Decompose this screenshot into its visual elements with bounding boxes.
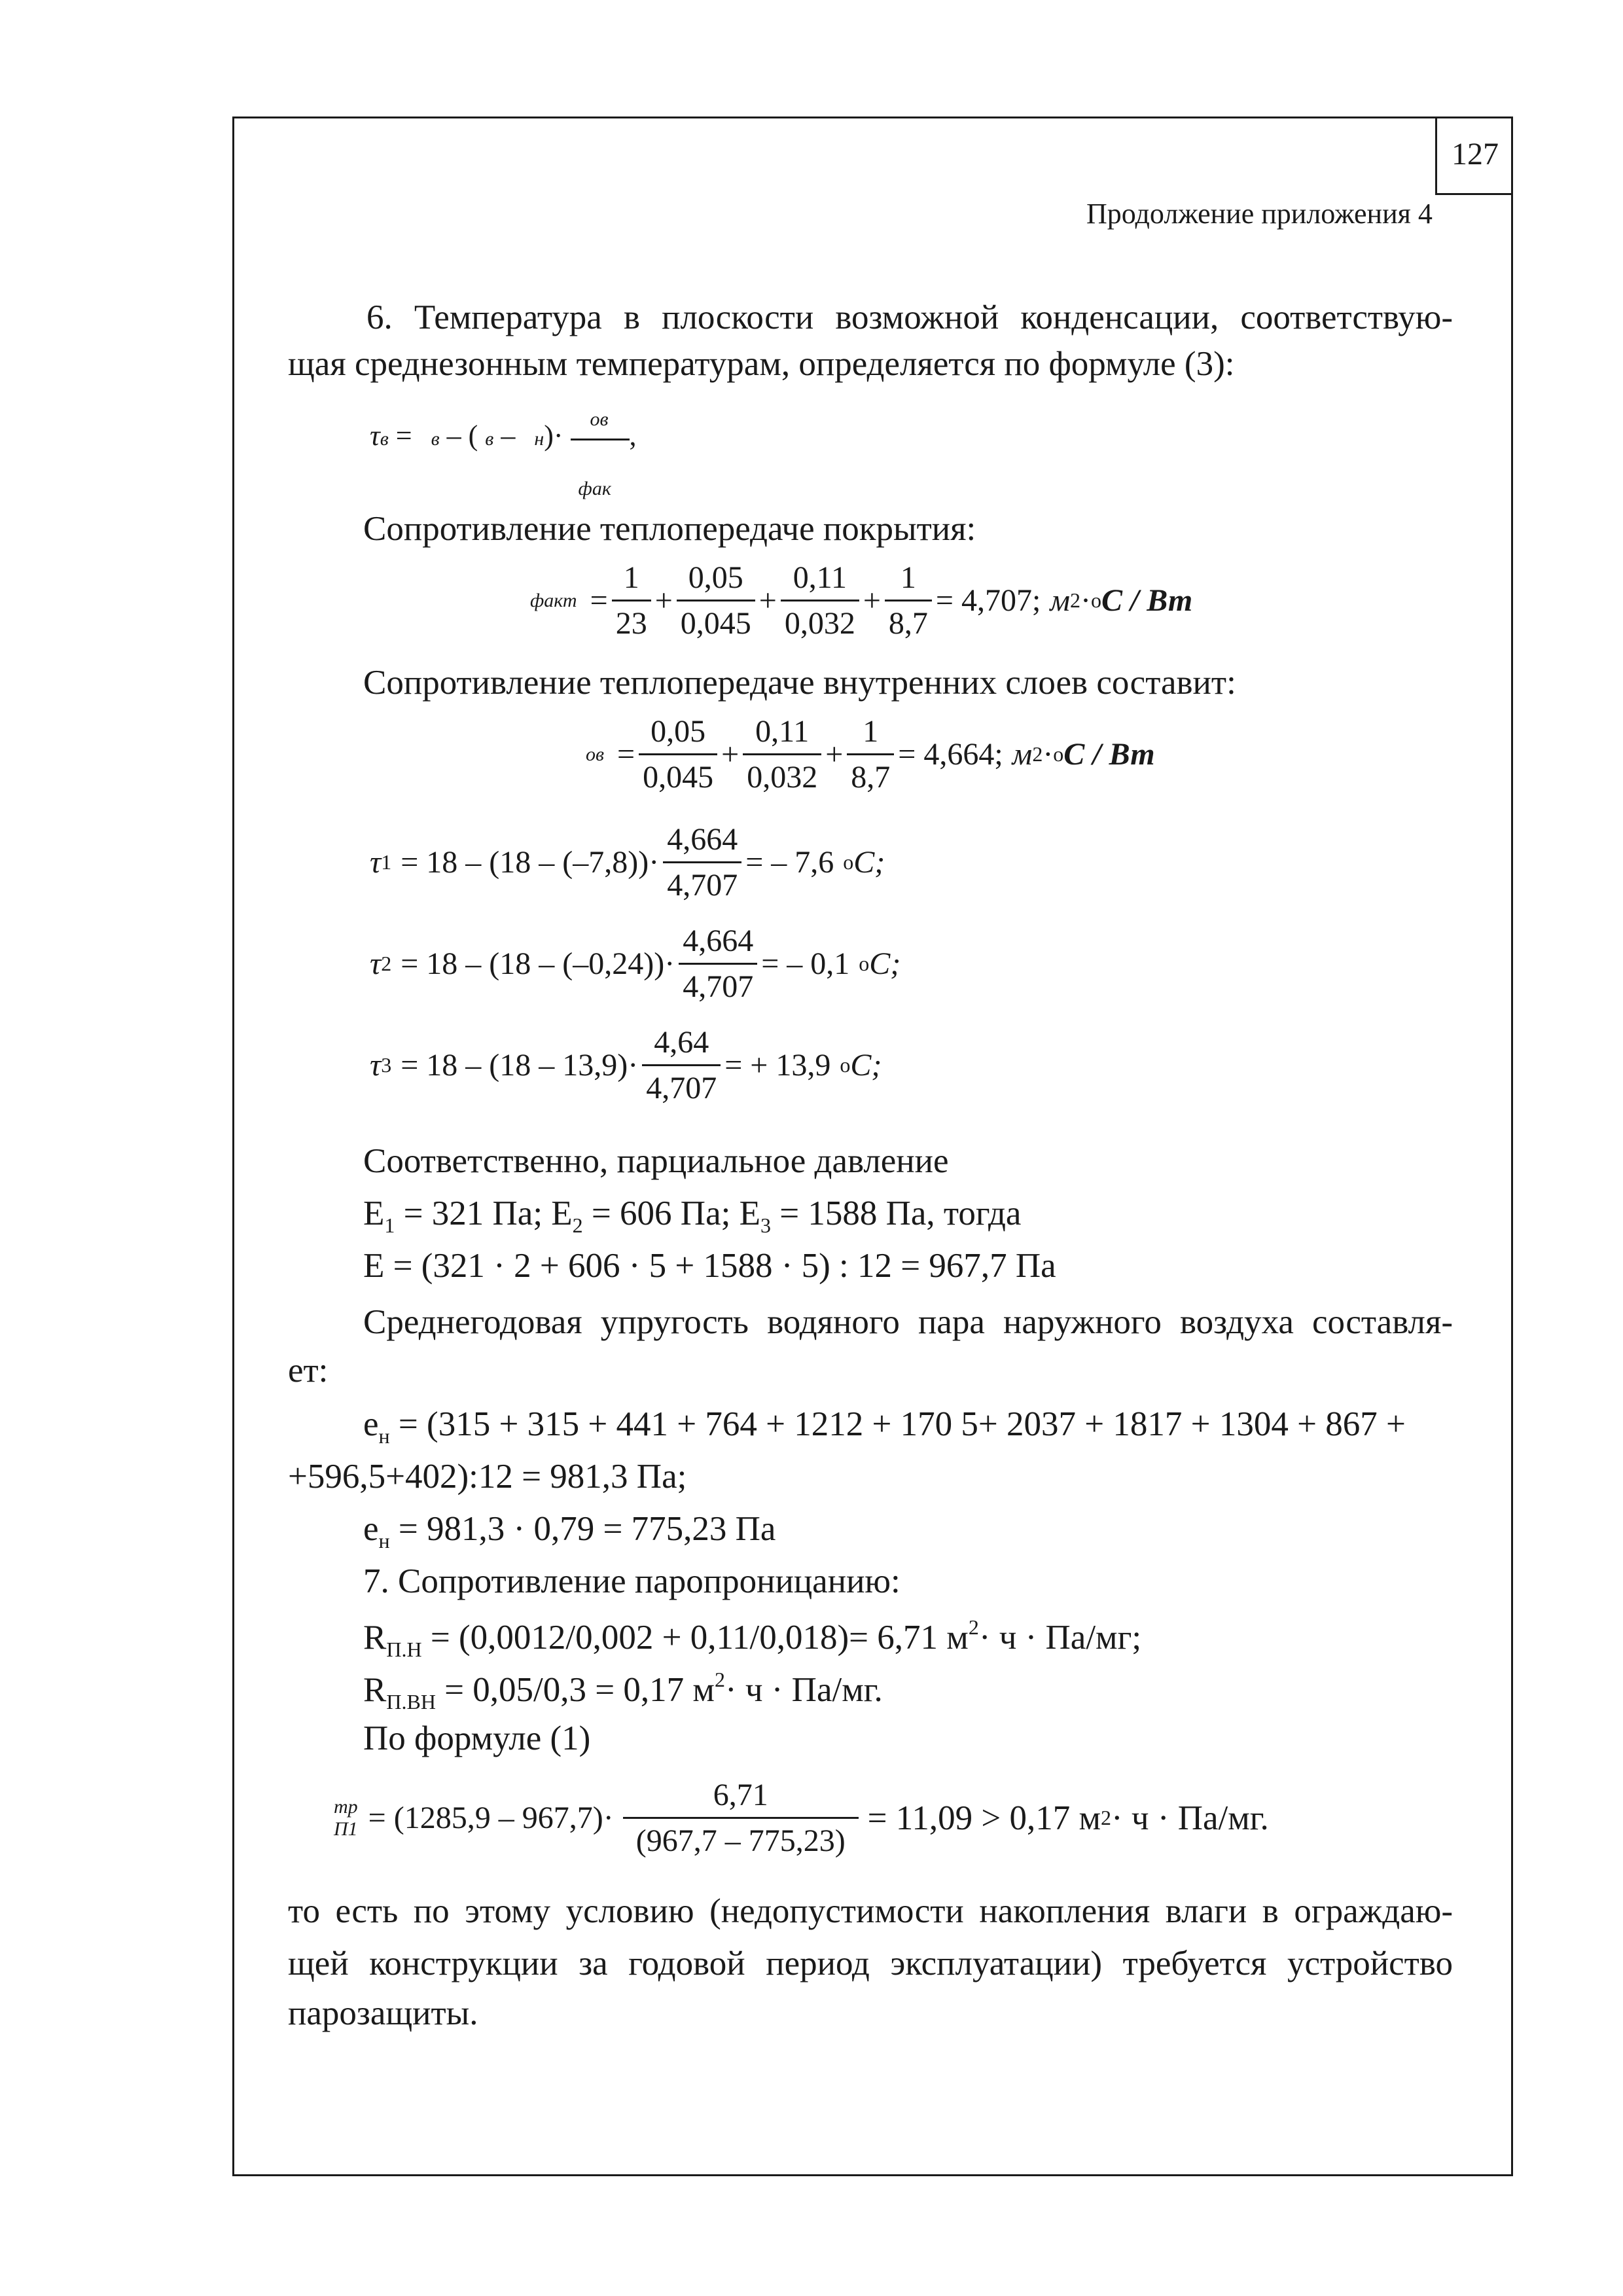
ff-den: (967,7 – 775,23) xyxy=(623,1817,859,1859)
ff-res-end: · ч · Па/мг. xyxy=(1111,1799,1269,1837)
ri-f3-num: 1 xyxy=(863,714,879,749)
ff-num: 6,71 xyxy=(713,1778,768,1812)
tau3-den: 4,707 xyxy=(642,1064,721,1106)
tau-fracline xyxy=(571,439,630,440)
tau-minus: – xyxy=(501,420,516,452)
conclusion-line3: парозащиты. xyxy=(288,1994,478,2032)
vapor-line2: ет: xyxy=(288,1352,329,1390)
conclusion-line2: щей конструкции за годовой период эксплуатации) требуется устройство xyxy=(288,1945,1453,1982)
rc-f2-den: 0,045 xyxy=(677,600,755,641)
eq-sign: = xyxy=(395,420,412,452)
ri-eq: = xyxy=(617,737,635,772)
ri-f2-num: 0,11 xyxy=(755,714,810,749)
conclusion-line1: то есть по этому условию (недопустимости накопления влаги в ограждаю- xyxy=(288,1892,1453,1930)
tau2-result: = – 0,1 xyxy=(761,946,850,981)
ri-unit-m: м xyxy=(1012,737,1033,772)
tau1-symbol: τ xyxy=(370,845,382,880)
en1-sub: н xyxy=(378,1424,390,1448)
r2-rest: = 0,05/0,3 = 0,17 м xyxy=(435,1671,715,1709)
para6-line1: 6. Температура в плоскости возможной конденсации, соответствую- xyxy=(366,298,1453,336)
e2-val: = 606 Па; E xyxy=(582,1194,760,1232)
tau-num: ов xyxy=(590,408,609,430)
rc-f1-num: 1 xyxy=(623,560,639,595)
vapor-line1: Среднегодовая упругость водяного пара наружного воздуха составля- xyxy=(363,1303,1453,1341)
para7-title: 7. Сопротивление паропроницанию: xyxy=(363,1562,901,1600)
rc-f1-den: 23 xyxy=(612,600,651,641)
ri-result: = 4,664; xyxy=(898,737,1003,772)
en1-line2: +596,5+402):12 = 981,3 Па; xyxy=(288,1458,687,1496)
r2-sub: П.ВН xyxy=(386,1690,436,1713)
r2-r: R xyxy=(363,1671,387,1709)
r1-end: · ч · Па/мг; xyxy=(978,1619,1142,1657)
tau-den: фак xyxy=(578,477,611,499)
tau-close: )· xyxy=(544,420,563,452)
tau3-expr: = 18 – (18 – 13,9)· xyxy=(401,1048,639,1083)
resistance-inner-label: Сопротивление теплопередаче внутренних слоев составит: xyxy=(363,664,1236,702)
resistance-inner-formula: ов = $\frac{0,05}{0,045}$ + $\frac{0,11}{0,032}$ + $\frac{1}{8,7}$ = 4,664; м 2 · o С / Вт xyxy=(586,714,1155,795)
tau-symbol: τ xyxy=(370,420,380,452)
resistance-cover-label: Сопротивление теплопередаче покрытия: xyxy=(363,510,976,548)
tau2-formula xyxy=(370,923,901,1005)
partial-line1: Соответственно, парциальное давление xyxy=(363,1142,949,1180)
tau-formula xyxy=(370,408,637,499)
tau2-sub: 2 xyxy=(381,952,392,975)
rc-f4-den: 8,7 xyxy=(885,600,932,641)
rc-f3-den: 0,032 xyxy=(781,600,859,641)
tau3-sub: 3 xyxy=(381,1053,392,1077)
tau2-symbol: τ xyxy=(370,946,382,981)
rc-unit-sup: 2 xyxy=(1069,588,1080,612)
en2-line xyxy=(363,1512,776,1551)
e3-sub: 3 xyxy=(760,1213,771,1237)
r2-end: · ч · Па/мг. xyxy=(724,1671,883,1709)
r1-sub: П.Н xyxy=(386,1638,422,1661)
tau3-c: С; xyxy=(850,1048,882,1083)
tau1-formula xyxy=(370,821,885,903)
tau2-o: o xyxy=(859,952,870,975)
tau1-c: С; xyxy=(853,845,885,880)
rpn-line xyxy=(363,1617,1141,1660)
r1-rest: = (0,0012/0,002 + 0,11/0,018)= 6,71 м xyxy=(421,1619,969,1657)
sub-v1: в xyxy=(431,428,440,450)
tau1-den: 4,707 xyxy=(663,861,741,903)
rc-unit-m: м xyxy=(1050,583,1070,618)
tau3-formula xyxy=(370,1024,882,1106)
ri-unit-sup: 2 xyxy=(1032,742,1043,766)
en1-line xyxy=(363,1407,1406,1446)
final-formula xyxy=(334,1777,1269,1859)
page-number: 127 xyxy=(1435,117,1513,195)
tau-sub: в xyxy=(380,428,389,450)
sub-n: н xyxy=(534,428,544,450)
ri-lhs: ов xyxy=(586,743,605,765)
en2-sub: н xyxy=(378,1529,390,1552)
e1-sub: 1 xyxy=(384,1213,395,1237)
tau-middle: – ( xyxy=(446,420,478,452)
ff-res-sup: 2 xyxy=(1101,1806,1112,1829)
partial-line2 xyxy=(363,1196,1021,1236)
tau-comma: , xyxy=(629,420,637,452)
partial-line3: E = (321 · 2 + 606 · 5 + 1588 · 5) : 12 = 967,7 Па xyxy=(363,1247,1056,1285)
tau3-symbol: τ xyxy=(370,1048,382,1083)
e1-label: E xyxy=(363,1194,385,1232)
tau3-o: o xyxy=(840,1053,851,1077)
rc-lhs: факт xyxy=(530,589,577,611)
tau3-result: = + 13,9 xyxy=(724,1048,831,1083)
ff-expr: = (1285,9 – 967,7)· xyxy=(368,1801,614,1835)
tau1-sub: 1 xyxy=(381,850,392,874)
r1-sup: 2 xyxy=(968,1615,979,1639)
tau1-o: o xyxy=(843,850,854,874)
en1-rest: = (315 + 315 + 441 + 764 + 1212 + 170 5+ 2037 + 1817 + 1304 + 867 + xyxy=(389,1405,1406,1443)
rc-unit-c: С / Вт xyxy=(1101,583,1193,618)
ri-f2-den: 0,032 xyxy=(743,753,821,795)
en2-e: е xyxy=(363,1510,379,1548)
e3-val: = 1588 Па, тогда xyxy=(770,1194,1022,1232)
e2-sub: 2 xyxy=(572,1213,583,1237)
rpvn-line xyxy=(363,1669,883,1712)
rc-unit-o: o xyxy=(1090,588,1101,612)
tau2-expr: = 18 – (18 – (–0,24))· xyxy=(401,946,675,981)
ff-sup: тр xyxy=(334,1795,358,1818)
ff-result: = 11,09 > 0,17 м xyxy=(867,1799,1101,1837)
ff-sub: П1 xyxy=(334,1818,358,1840)
ri-unit-c: С / Вт xyxy=(1063,737,1155,772)
appendix-header: Продолжение приложения 4 xyxy=(1086,198,1433,230)
tau1-result: = – 7,6 xyxy=(745,845,834,880)
en1-e: е xyxy=(363,1405,379,1443)
e1-val: = 321 Па; E xyxy=(395,1194,573,1232)
para6-line2: щая среднезонным температурам, определяется по формуле (3): xyxy=(288,345,1235,383)
en2-rest: = 981,3 · 0,79 = 775,23 Па xyxy=(389,1510,776,1548)
ri-f1-den: 0,045 xyxy=(639,753,717,795)
r2-sup: 2 xyxy=(714,1668,725,1691)
r1-r: R xyxy=(363,1619,387,1657)
ri-f3-den: 8,7 xyxy=(847,753,894,795)
resistance-cover-formula: факт = $\frac{1}{23}$ + $\frac{0,05}{0,045}$ + $\frac{0,11}{0,032}$ + $\frac{1}{8,7}$ = 4,707; м 2 · o С / Вт xyxy=(530,560,1193,641)
tau1-expr: = 18 – (18 – (–7,8))· xyxy=(401,845,660,880)
tau2-c: С; xyxy=(869,946,901,981)
tau2-den: 4,707 xyxy=(679,963,757,1005)
sub-v2: в xyxy=(485,428,494,450)
ri-unit-dot: · xyxy=(1043,737,1054,772)
rc-f4-num: 1 xyxy=(900,560,916,595)
by-formula: По формуле (1) xyxy=(363,1719,591,1757)
tau3-num: 4,64 xyxy=(654,1025,709,1060)
ri-f1-num: 0,05 xyxy=(651,714,706,749)
rc-f3-num: 0,11 xyxy=(793,560,847,595)
ri-unit-o: o xyxy=(1053,742,1064,766)
rc-unit-dot: · xyxy=(1080,583,1091,618)
tau1-num: 4,664 xyxy=(667,822,738,857)
rc-result: = 4,707; xyxy=(935,583,1041,618)
rc-eq: = xyxy=(590,583,608,618)
tau2-num: 4,664 xyxy=(683,924,754,958)
rc-f2-num: 0,05 xyxy=(688,560,743,595)
